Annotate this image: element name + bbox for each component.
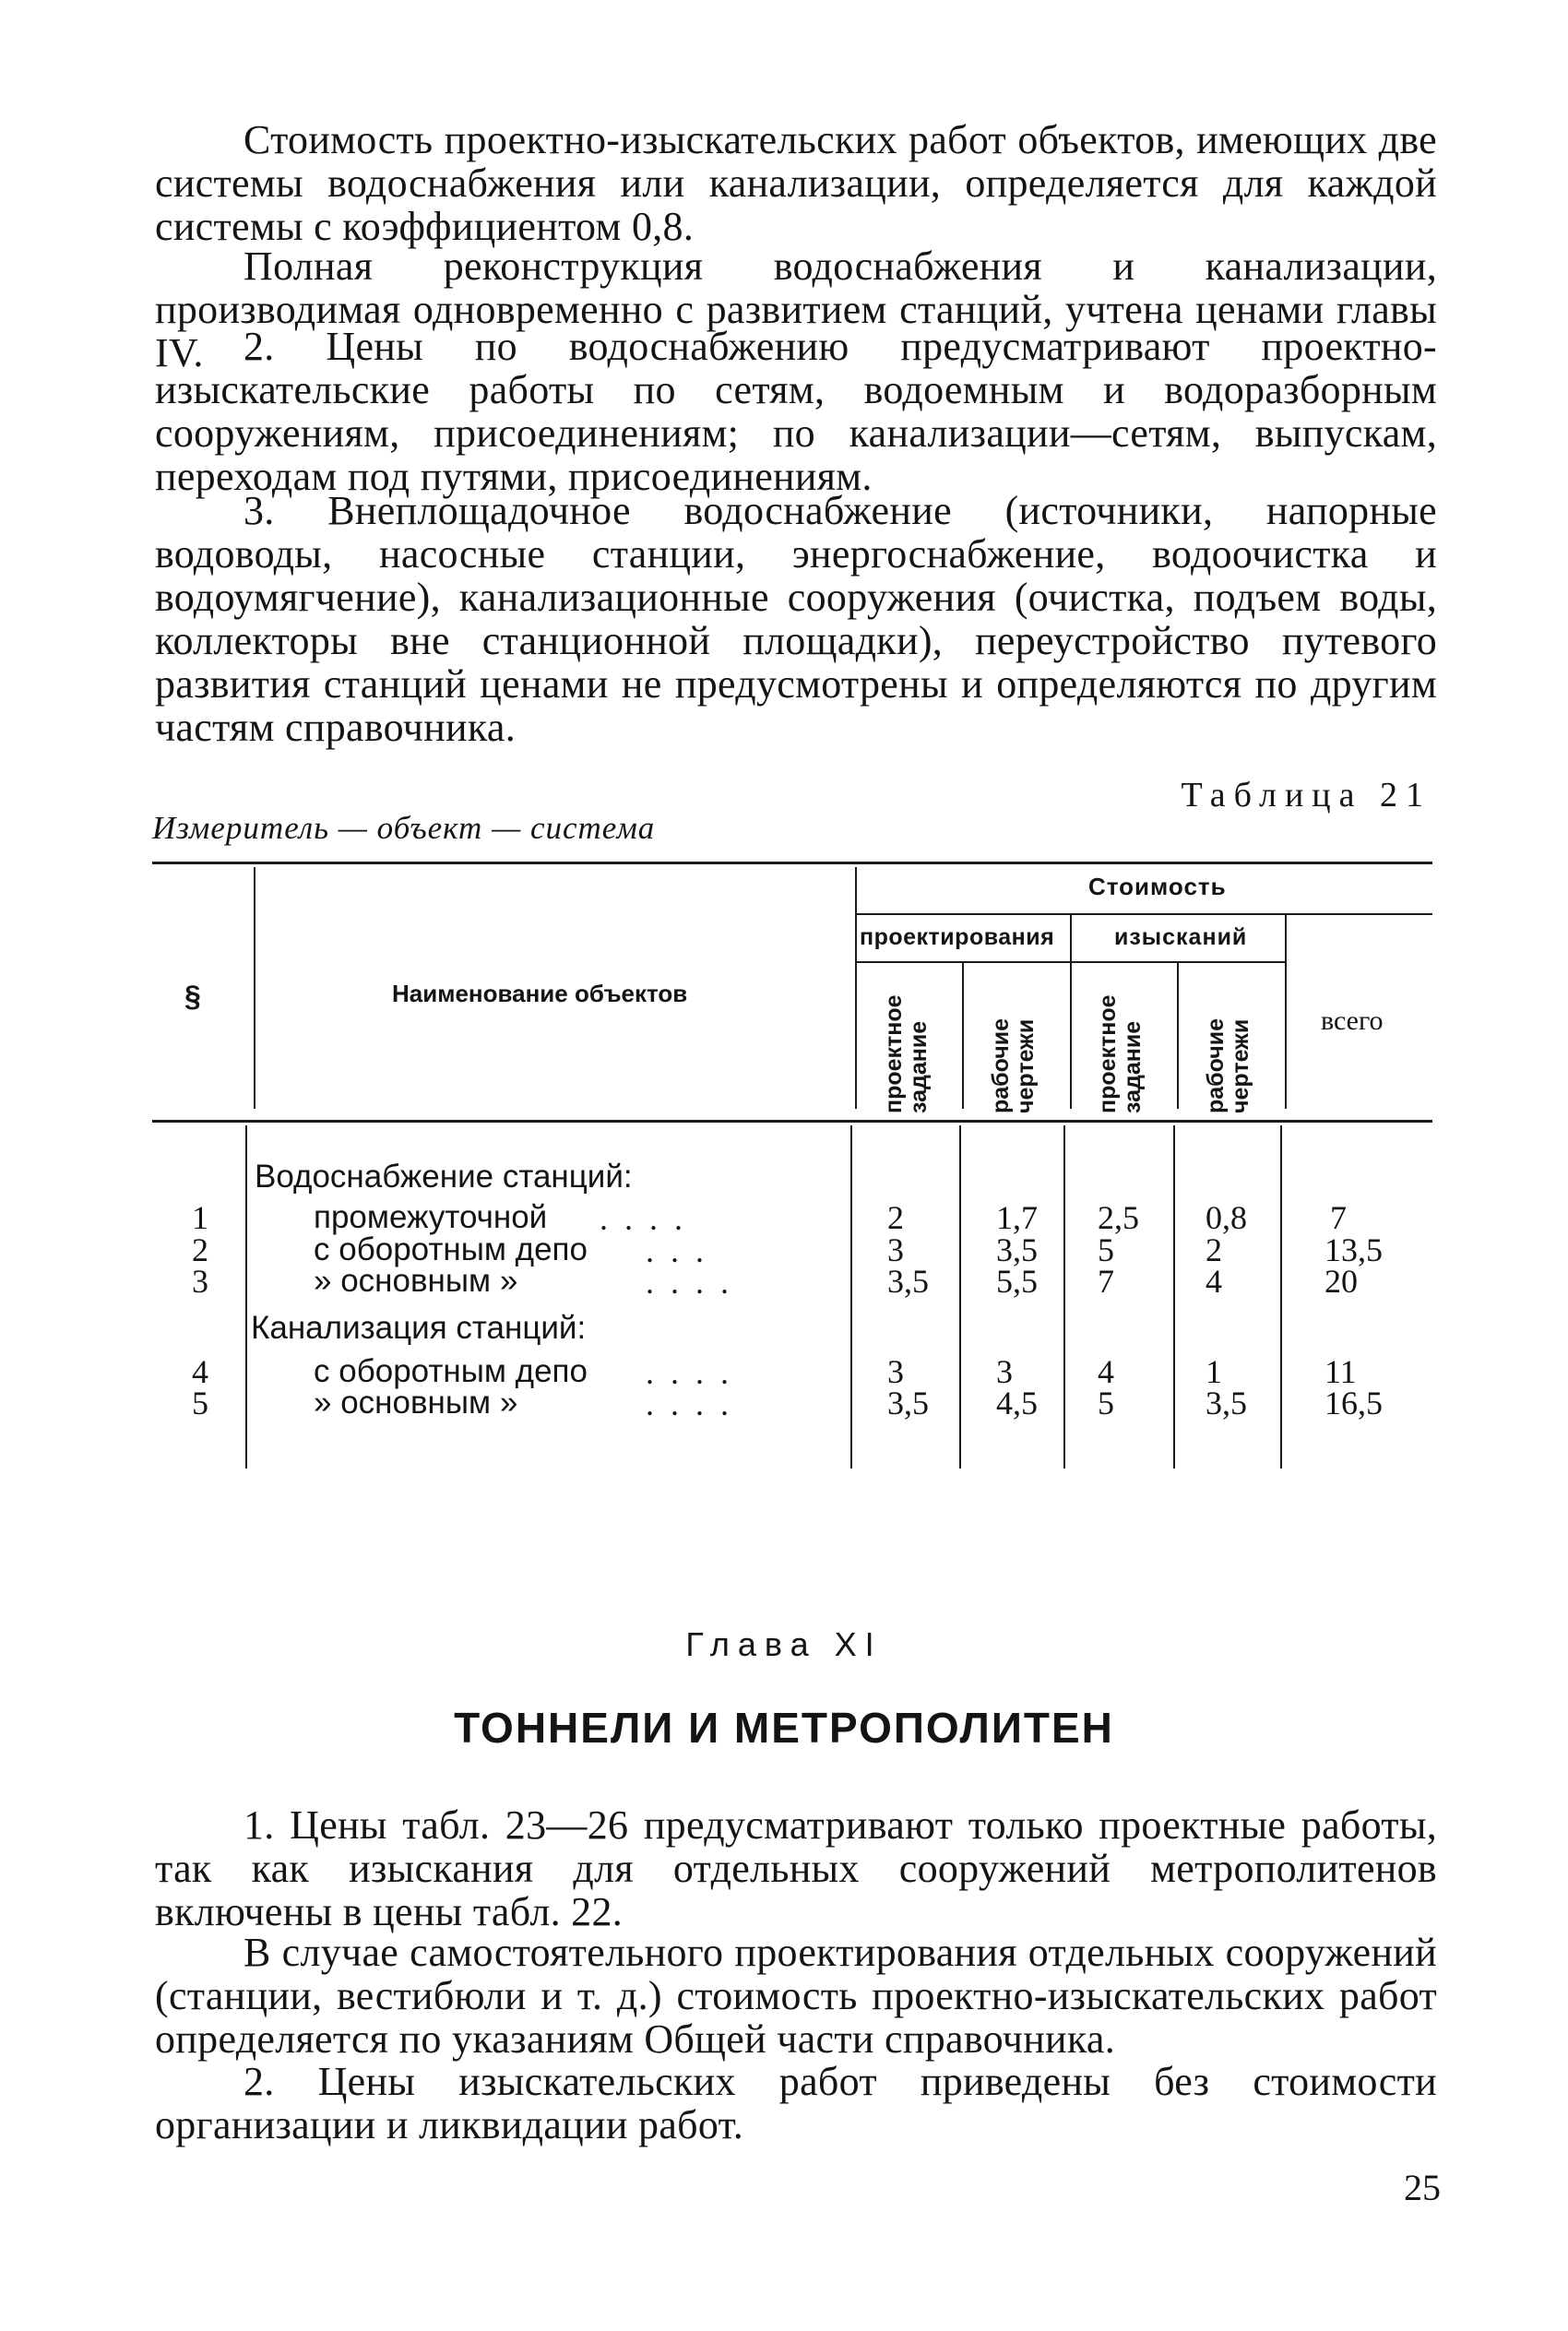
header-name: Наименование объектов	[392, 980, 688, 1007]
row-5-survey-task: 5	[1098, 1385, 1114, 1421]
row-4-total: 11	[1324, 1353, 1357, 1390]
row-1-number: 1	[192, 1199, 208, 1236]
row-4-survey-drawings: 1	[1206, 1353, 1222, 1390]
group-water-supply: Водоснабжение станций:	[255, 1159, 633, 1195]
col-sep-1	[254, 867, 255, 1109]
chapter-title: ТОННЕЛИ И МЕТРОПОЛИТЕН	[454, 1704, 1114, 1752]
col-sep-3	[962, 961, 964, 1109]
chapter-paragraph-2: В случае самостоятельного проектирования отдельных сооружений (станции, вестибюли и т. д.) стоимость проектно-изыскательских работ определяется по указаниям Общей части справочника.	[155, 1930, 1437, 2062]
row-5-survey-drawings: 3,5	[1206, 1385, 1247, 1421]
row-2-number: 2	[192, 1231, 208, 1268]
body-col-sep-4	[1063, 1125, 1065, 1469]
paragraph-1: Стоимость проектно-изыскательских работ объектов, имеющих две системы водоснабжения или канализации, определяется для каждой системы с коэффициентом 0,8.	[155, 117, 1437, 249]
row-2-design-task: 3	[887, 1231, 904, 1268]
table-header-rule	[152, 1120, 1432, 1123]
table-top-rule	[152, 862, 1432, 864]
table-number: Таблица 21	[1181, 776, 1431, 815]
row-2-survey-drawings: 2	[1206, 1231, 1222, 1268]
row-2-design-drawings: 3,5	[996, 1231, 1038, 1268]
body-col-sep-5	[1173, 1125, 1175, 1469]
row-4-name: с оборотным депо	[314, 1353, 588, 1389]
body-col-sep-6	[1280, 1125, 1282, 1469]
row-2-name: с оборотным депо	[314, 1231, 588, 1267]
row-1-design-drawings: 1,7	[996, 1199, 1038, 1236]
chapter-paragraph-3: 2. Цены изыскательских работ приведены без стоимости организации и ликвидации работ.	[155, 2059, 1437, 2147]
col-sep-5	[1177, 961, 1179, 1109]
row-4-leader: ....	[646, 1354, 745, 1391]
row-2-survey-task: 5	[1098, 1231, 1114, 1268]
group-sewerage: Канализация станций:	[251, 1310, 587, 1346]
row-4-survey-task: 4	[1098, 1353, 1114, 1390]
paragraph-3: 2. Цены по водоснабжению предусматривают проектно-изыскательские работы по сетям, водоемным и водоразборным сооружениям, присоединениям; по канализации—сетям, выпускам, переходам под путями, присоединениям.	[155, 324, 1437, 499]
cost-underline	[855, 913, 1432, 915]
row-5-design-drawings: 4,5	[996, 1385, 1038, 1421]
row-2-leader: ...	[646, 1232, 720, 1269]
row-5-name: » основным »	[314, 1385, 518, 1421]
body-col-sep-3	[959, 1125, 961, 1469]
col-sep-6	[1285, 915, 1287, 1109]
row-5-total: 16,5	[1324, 1385, 1383, 1421]
row-3-survey-task: 7	[1098, 1263, 1114, 1300]
row-5-design-task: 3,5	[887, 1385, 929, 1421]
row-4-design-task: 3	[887, 1353, 904, 1390]
col-sep-4	[1070, 915, 1072, 1109]
row-1-leader: ....	[600, 1200, 699, 1237]
header-cost: Стоимость	[1088, 873, 1227, 900]
row-3-name: » основным »	[314, 1263, 518, 1299]
row-1-total: 7	[1330, 1199, 1347, 1236]
row-3-total: 20	[1324, 1263, 1358, 1300]
table-measure: Измеритель — объект — система	[152, 810, 656, 846]
header-section: §	[184, 980, 201, 1013]
col-sep-2	[855, 867, 857, 1109]
header-design-drawings: рабочие чертежи	[988, 1017, 1039, 1113]
row-1-survey-drawings: 0,8	[1206, 1199, 1247, 1236]
chapter-label: Глава XI	[685, 1625, 883, 1663]
row-3-leader: ....	[646, 1264, 745, 1301]
row-4-number: 4	[192, 1353, 208, 1390]
row-3-survey-drawings: 4	[1206, 1263, 1222, 1300]
header-total: всего	[1321, 1005, 1384, 1036]
row-3-design-task: 3,5	[887, 1263, 929, 1300]
body-col-sep-1	[245, 1125, 247, 1469]
header-design-task: проектное задание	[881, 994, 932, 1113]
header-survey: изысканий	[1114, 924, 1248, 950]
row-4-design-drawings: 3	[996, 1353, 1013, 1390]
row-1-design-task: 2	[887, 1199, 904, 1236]
row-3-design-drawings: 5,5	[996, 1263, 1038, 1300]
paragraph-4: 3. Внеплощадочное водоснабжение (источники, напорные водоводы, насосные станции, энергоснабжение, водоочистка и водоумягчение), канализационные сооружения (очистка, подъем воды, коллекторы вне станционной площадки), переустройство путевого развития станций ценами не предусмотрены и определяются по другим частям справочника.	[155, 488, 1437, 750]
page-number: 25	[1404, 2167, 1441, 2208]
chapter-paragraph-1: 1. Цены табл. 23—26 предусматривают только проектные работы, так как изыскания для отдельных сооружений метрополитенов включены в цены табл. 22.	[155, 1802, 1437, 1934]
row-5-leader: ....	[646, 1386, 745, 1422]
row-1-name: промежуточной	[314, 1199, 548, 1235]
header-survey-task: проектное задание	[1095, 994, 1146, 1113]
row-3-number: 3	[192, 1263, 208, 1300]
header-design: проектирования	[860, 924, 1055, 950]
header-survey-drawings: рабочие чертежи	[1203, 1017, 1253, 1113]
row-2-total: 13,5	[1324, 1231, 1383, 1268]
body-col-sep-2	[850, 1125, 852, 1469]
row-5-number: 5	[192, 1385, 208, 1421]
paragraph-2: Полная реконструкция водоснабжения и канализации, производимая одновременно с развитием станций, учтена ценами главы IV.	[155, 244, 1437, 375]
row-1-survey-task: 2,5	[1098, 1199, 1139, 1236]
